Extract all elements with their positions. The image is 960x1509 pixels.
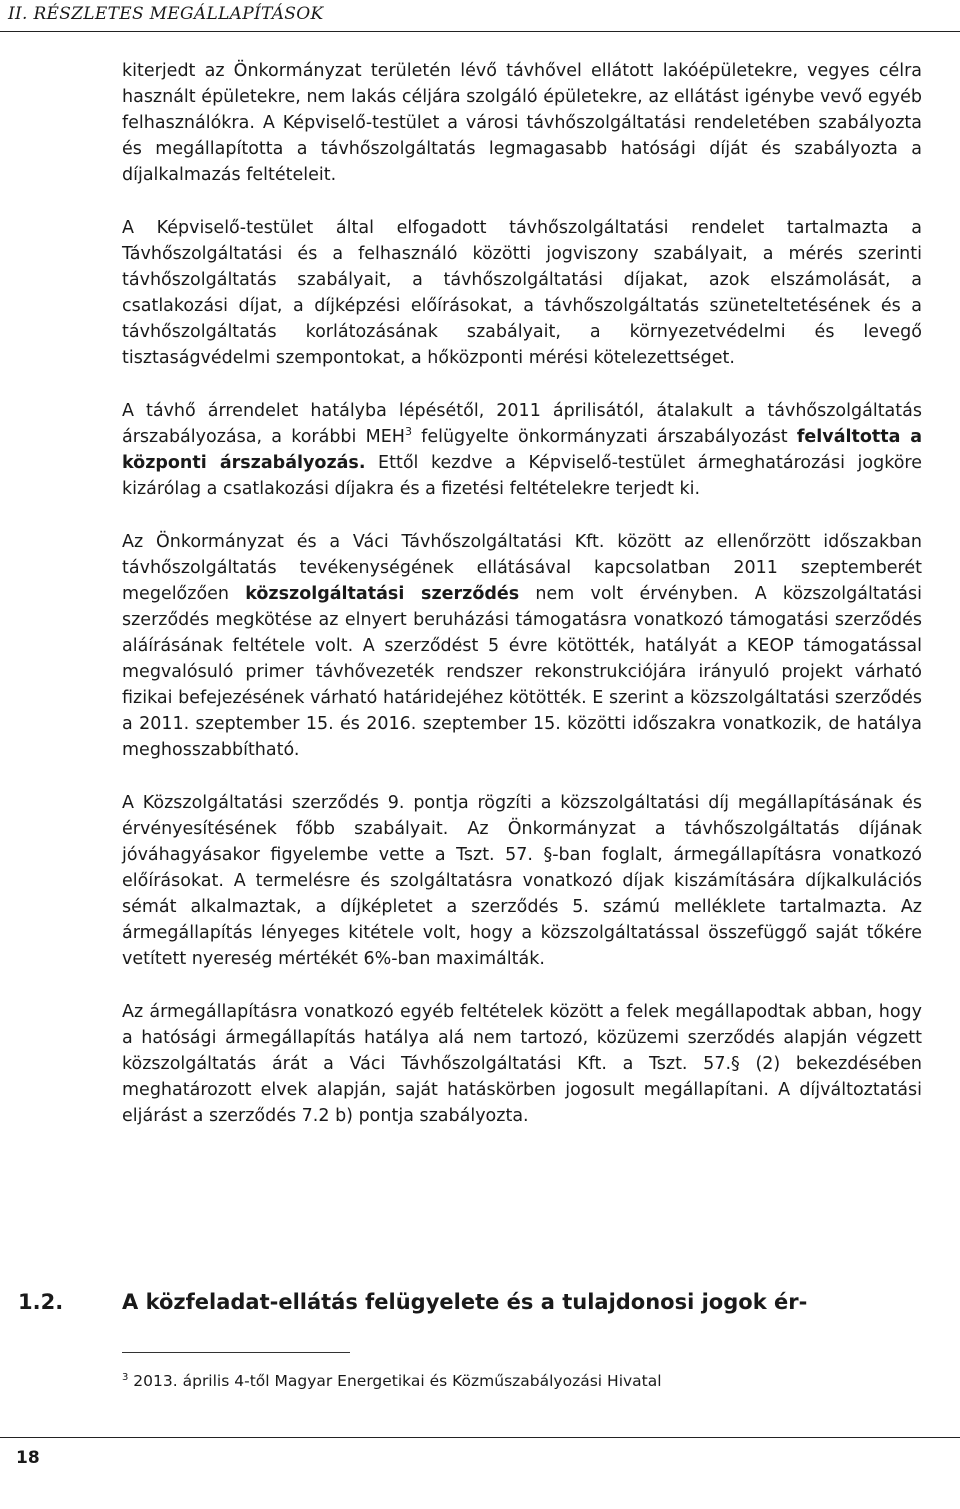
paragraph-1: kiterjedt az Önkormányzat területén lévő távhővel ellátott lakóépületekre, vegyes célra használt épületekre, nem lakás céljára szolgáló épületekre, az ellátást igénybe vevő egyéb felhasználókra. A Képviselő-testület a városi távhőszolgáltatási rendeletében szabályozta és megállapította a távhőszolgáltatás legmagasabb hatósági díját és szabályozta a díjalkalmazás feltételeit.	[122, 61, 922, 185]
paragraph-4-emphasis: közszolgáltatási szerződés	[245, 584, 520, 604]
footnote-reference[interactable]: 3	[404, 425, 412, 439]
paragraph-4-text-b: nem volt érvényben. A közszolgáltatási szerződés megkötése az elnyert beruházási támogatásra vonatkozó támogatási szerződés aláírásának feltétele volt. A szerződést 5 évre kötötték, hatályát a KEOP támogatással megvalósuló primer távhővezeték rendszer rekonstrukciójára irányuló projekt várható fizikai befejezésének várható határidejéhez kötötték. E szerint a közszolgáltatási szerződés a 2011. szeptember 15. és 2016. szeptember 15. közötti időszakra vonatkozik, de hatálya meghosszabbítható.	[122, 584, 922, 760]
header-divider	[0, 31, 960, 32]
running-header: II. RÉSZLETES MEGÁLLAPÍTÁSOK	[8, 4, 324, 24]
paragraph-3	[122, 398, 922, 502]
footnote-text: 2013. április 4-től Magyar Energetikai és Közműszabályozási Hivatal	[128, 1372, 662, 1390]
paragraph-4-text-a: Az Önkormányzat és a Váci Távhőszolgáltatási Kft. között az ellenőrzött időszakban távhőszolgáltatás tevékenységének ellátásával kapcsolatban 2011 szeptemberét megelőzően	[122, 532, 922, 604]
footnote-divider	[122, 1352, 350, 1353]
page-number: 18	[16, 1448, 40, 1468]
footer-divider	[0, 1437, 960, 1438]
paragraph-3-text-b: felügyelte önkormányzati árszabályozást	[411, 427, 797, 447]
paragraph-5: A Közszolgáltatási szerződés 9. pontja rögzíti a közszolgáltatási díj megállapításának és érvényesítésének főbb szabályait. Az Önkormányzat a távhőszolgáltatás díjának jóváhagyásakor figyelembe vette a Tszt. 57. §-ban foglalt, ármegállapításra vonatkozó előírásokat. A termelésre és szolgáltatásra vonatkozó díjak kiszámítására díjkalkulációs sémát alkalmaztak, a díjképletet a szerződés 5. számú melléklete tartalmazta. Az ármegállapítás lényeges kitétele volt, hogy a közszolgáltatással összefüggő saját tőkére vetített nyereség mértékét 6%-ban maximálták.	[122, 793, 922, 969]
section-title: A közfeladat-ellátás felügyelete és a tulajdonosi jogok ér-	[122, 1290, 808, 1314]
paragraph-3-emphasis: felváltotta a központi árszabályozás.	[122, 427, 923, 473]
paragraph-4	[122, 529, 922, 763]
paragraph-6: Az ármegállapításra vonatkozó egyéb feltételek között a felek megállapodtak abban, hogy a hatósági ármegállapítás hatálya alá nem tartozó, közüzemi szerződés alapján végzett közszolgáltatás árát a Váci Távhőszolgáltatási Kft. a Tszt. 57.§ (2) bekezdésében meghatározott elvek alapján, saját hatáskörben jogosult megállapítani. A díjváltoztatási eljárást a szerződés 7.2 b) pontja szabályozta.	[122, 1002, 922, 1126]
footnote-marker: 3	[122, 1371, 129, 1383]
paragraph-2: A Képviselő-testület által elfogadott távhőszolgáltatási rendelet tartalmazta a Távhőszolgáltatási és a felhasználó közötti jogviszony szabályait, a mérés szerinti távhőszolgáltatás szabályait, a távhőszolgáltatási díjakat, azok elszámolását, a csatlakozási díjat, a díjképzési előírásokat, a távhőszolgáltatás szüneteltetésének és a távhőszolgáltatás korlátozásának szabályait, a környezetvédelmi és levegő tisztaságvédelmi szempontokat, a hőközponti mérési kötelezettséget.	[122, 218, 922, 368]
section-number: 1.2.	[18, 1290, 64, 1314]
paragraph-3-text-c: Ettől kezdve a Képviselő-testület ármeghatározási jogköre kizárólag a csatlakozási díjakra és a fizetési feltételekre terjedt ki.	[122, 453, 923, 499]
footnote	[122, 1370, 662, 1392]
paragraph-3-text-a: A távhő árrendelet hatályba lépésétől, 2011 áprilisától, átalakult a távhőszolgáltatás árszabályozása, a korábbi MEH	[122, 401, 922, 447]
main-content	[122, 58, 922, 1156]
